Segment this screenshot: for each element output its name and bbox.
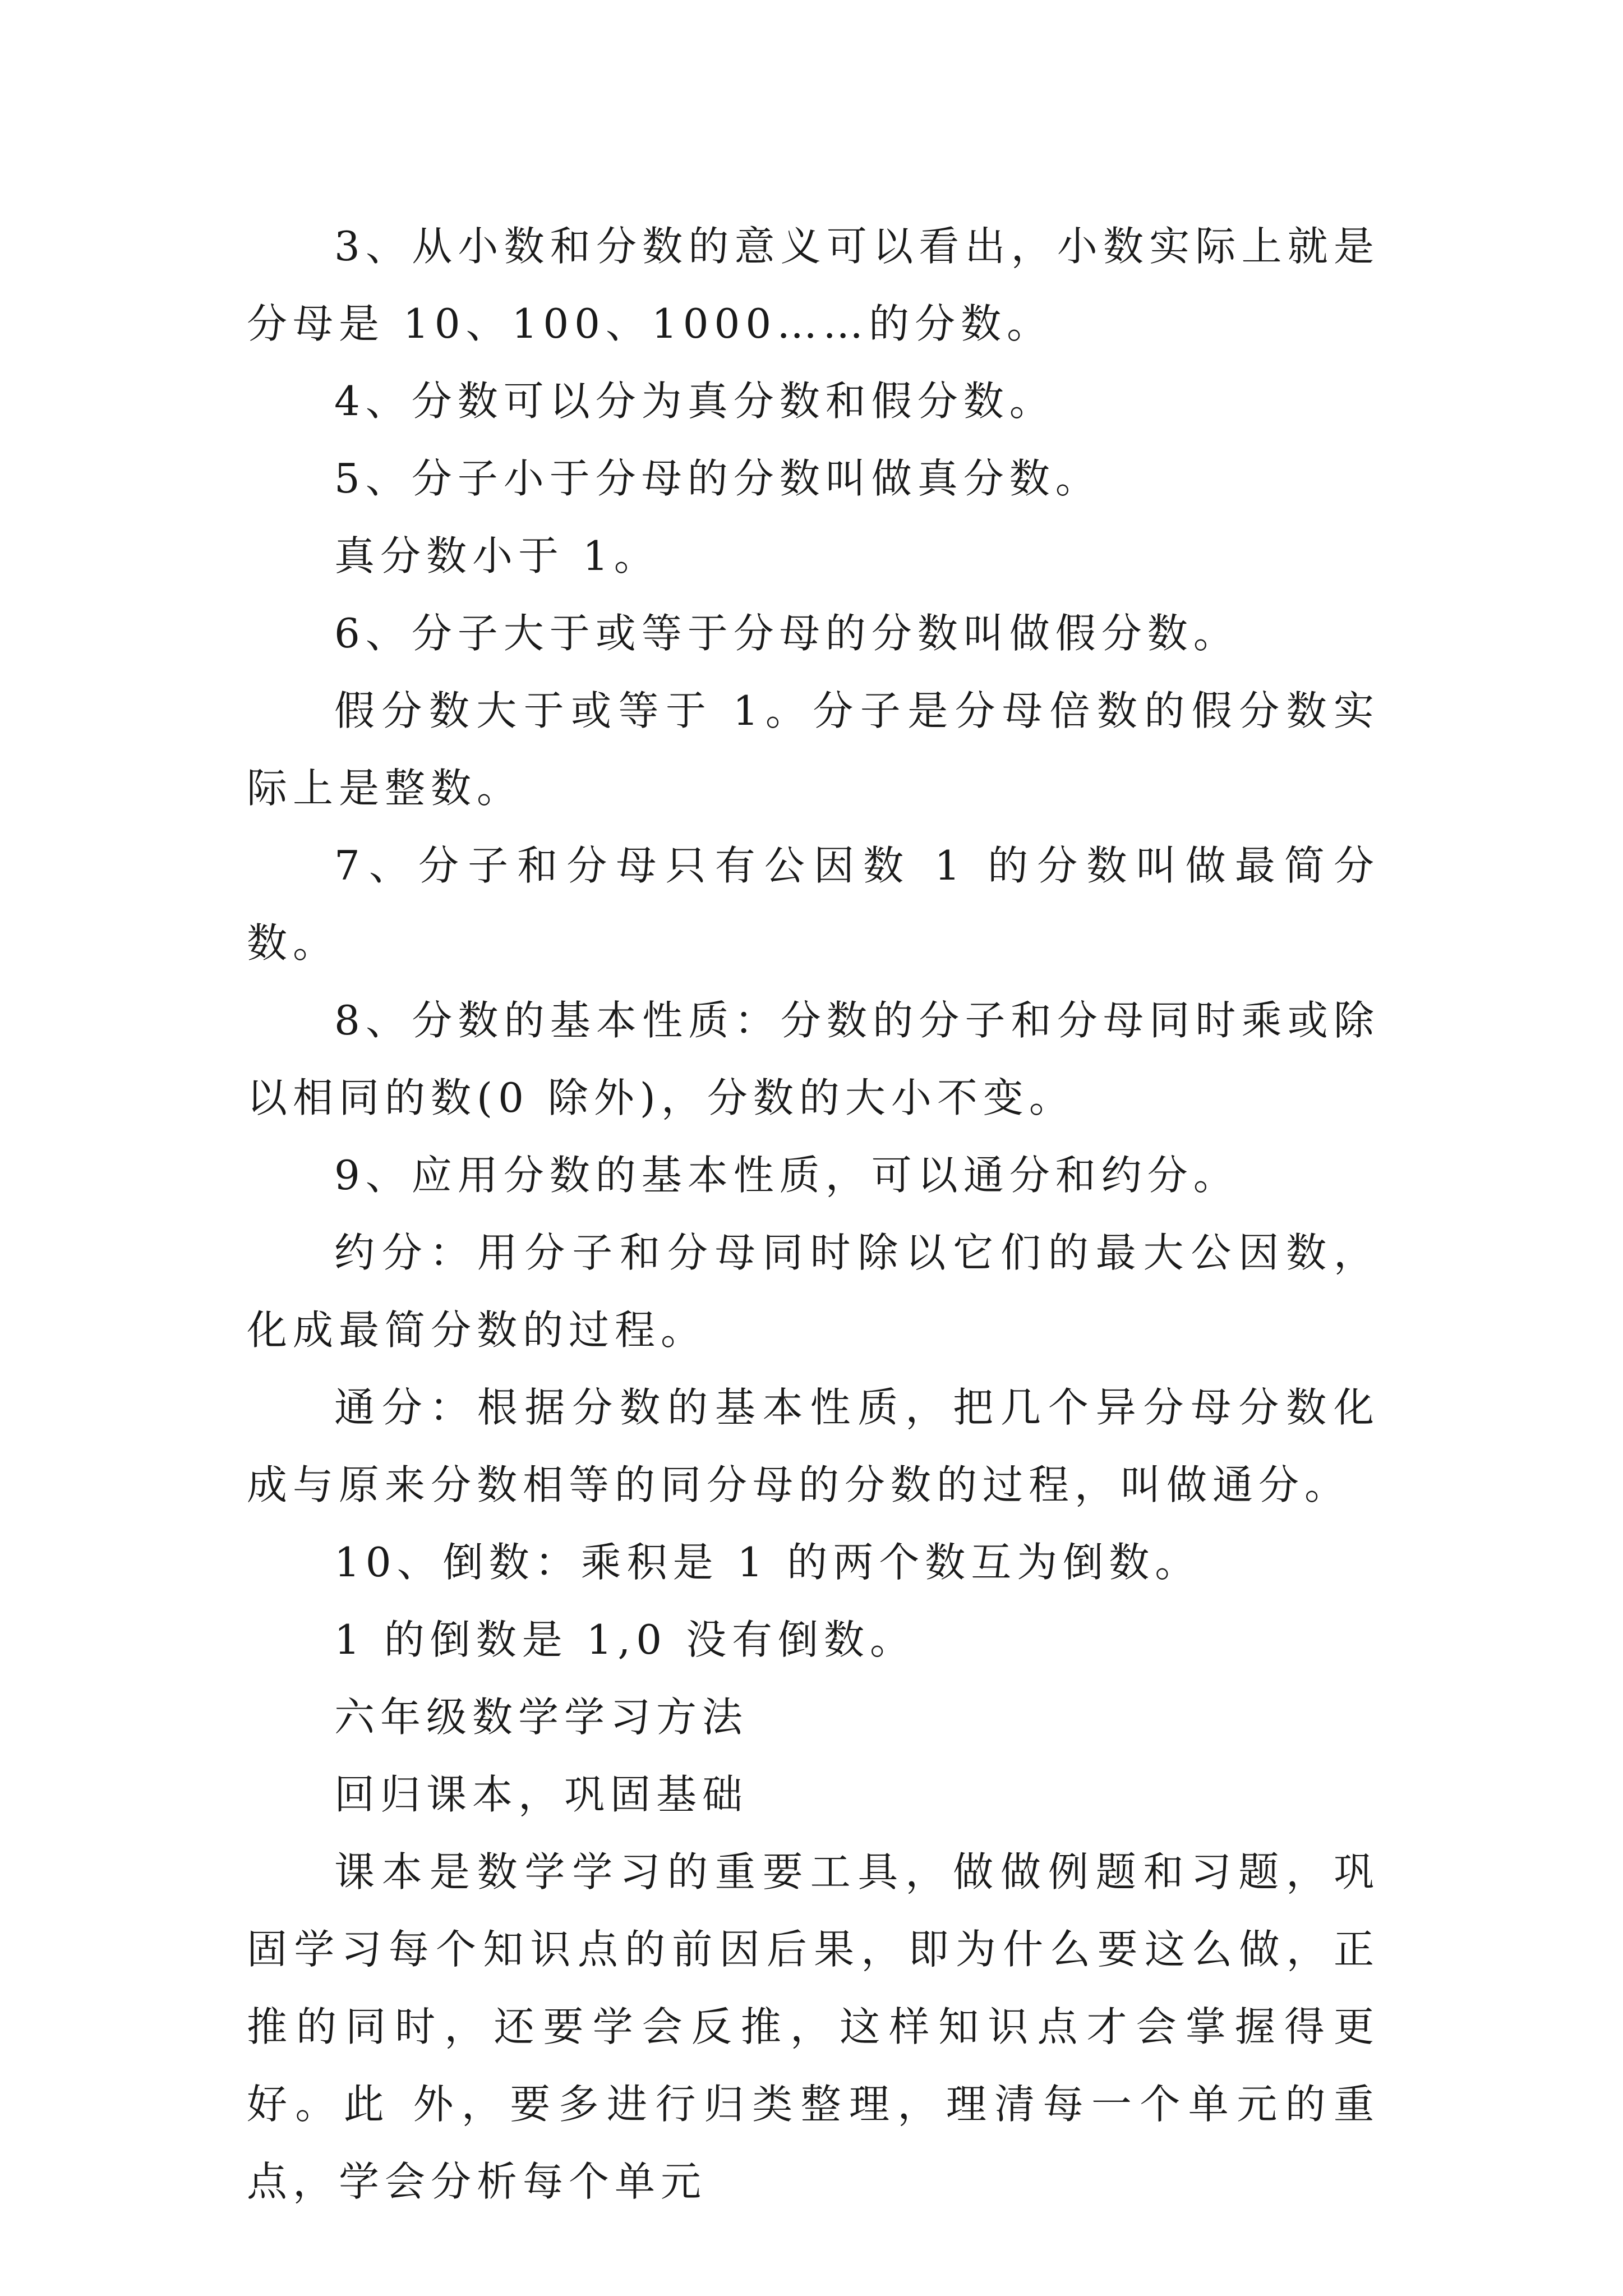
paragraph-6-improper-fraction: 6、分子大于或等于分母的分数叫做假分数。: [334, 610, 1239, 657]
paragraph-textbook-importance: 课本是数学学习的重要工具，做做例题和习题，巩固学习每个知识点的前因后果，即为什么要这么做，正推的同时，还要学会反推，这样知识点才会掌握得更好。此 外，要多进行归类整理，理清每一个单元的重点，学会分析每个单元: [247, 1848, 1380, 2205]
paragraph-improper-fraction-note: 假分数大于或等于 1。分子是分母倍数的假分数实际上是整数。: [247, 687, 1380, 812]
document-body: [247, 208, 1380, 2220]
paragraph-reciprocal-of-one: 1 的倒数是 1,0 没有倒数。: [334, 1616, 916, 1663]
paragraph-common-denominator: 通分：根据分数的基本性质，把几个异分母分数化成与原来分数相等的同分母的分数的过程，叫做通分。: [247, 1384, 1380, 1508]
paragraph-5-proper-fraction: 5、分子小于分母的分数叫做真分数。: [334, 455, 1101, 502]
paragraph-7-simplest-fraction: 7、分子和分母只有公因数 1 的分数叫做最简分数。: [247, 842, 1380, 967]
paragraph-3-decimal-fraction-meaning: 3、从小数和分数的意义可以看出，小数实际上就是分母是 10、100、1000……的分数。: [247, 223, 1380, 347]
section-heading-study-methods: 六年级数学学习方法: [334, 1694, 749, 1741]
paragraph-reduction: 约分：用分子和分母同时除以它们的最大公因数，化成最简分数的过程。: [247, 1229, 1380, 1354]
subheading-return-to-textbook: 回归课本，巩固基础: [334, 1771, 749, 1818]
paragraph-4-fraction-classification: 4、分数可以分为真分数和假分数。: [334, 378, 1055, 425]
paragraph-9-application: 9、应用分数的基本性质，可以通分和约分。: [334, 1152, 1239, 1199]
paragraph-proper-fraction-less-than-one: 真分数小于 1。: [334, 532, 660, 579]
paragraph-8-basic-property: 8、分数的基本性质：分数的分子和分母同时乘或除以相同的数(0 除外)，分数的大小不变。: [247, 997, 1380, 1121]
paragraph-10-reciprocal: 10、倒数：乘积是 1 的两个数互为倒数。: [334, 1539, 1201, 1586]
